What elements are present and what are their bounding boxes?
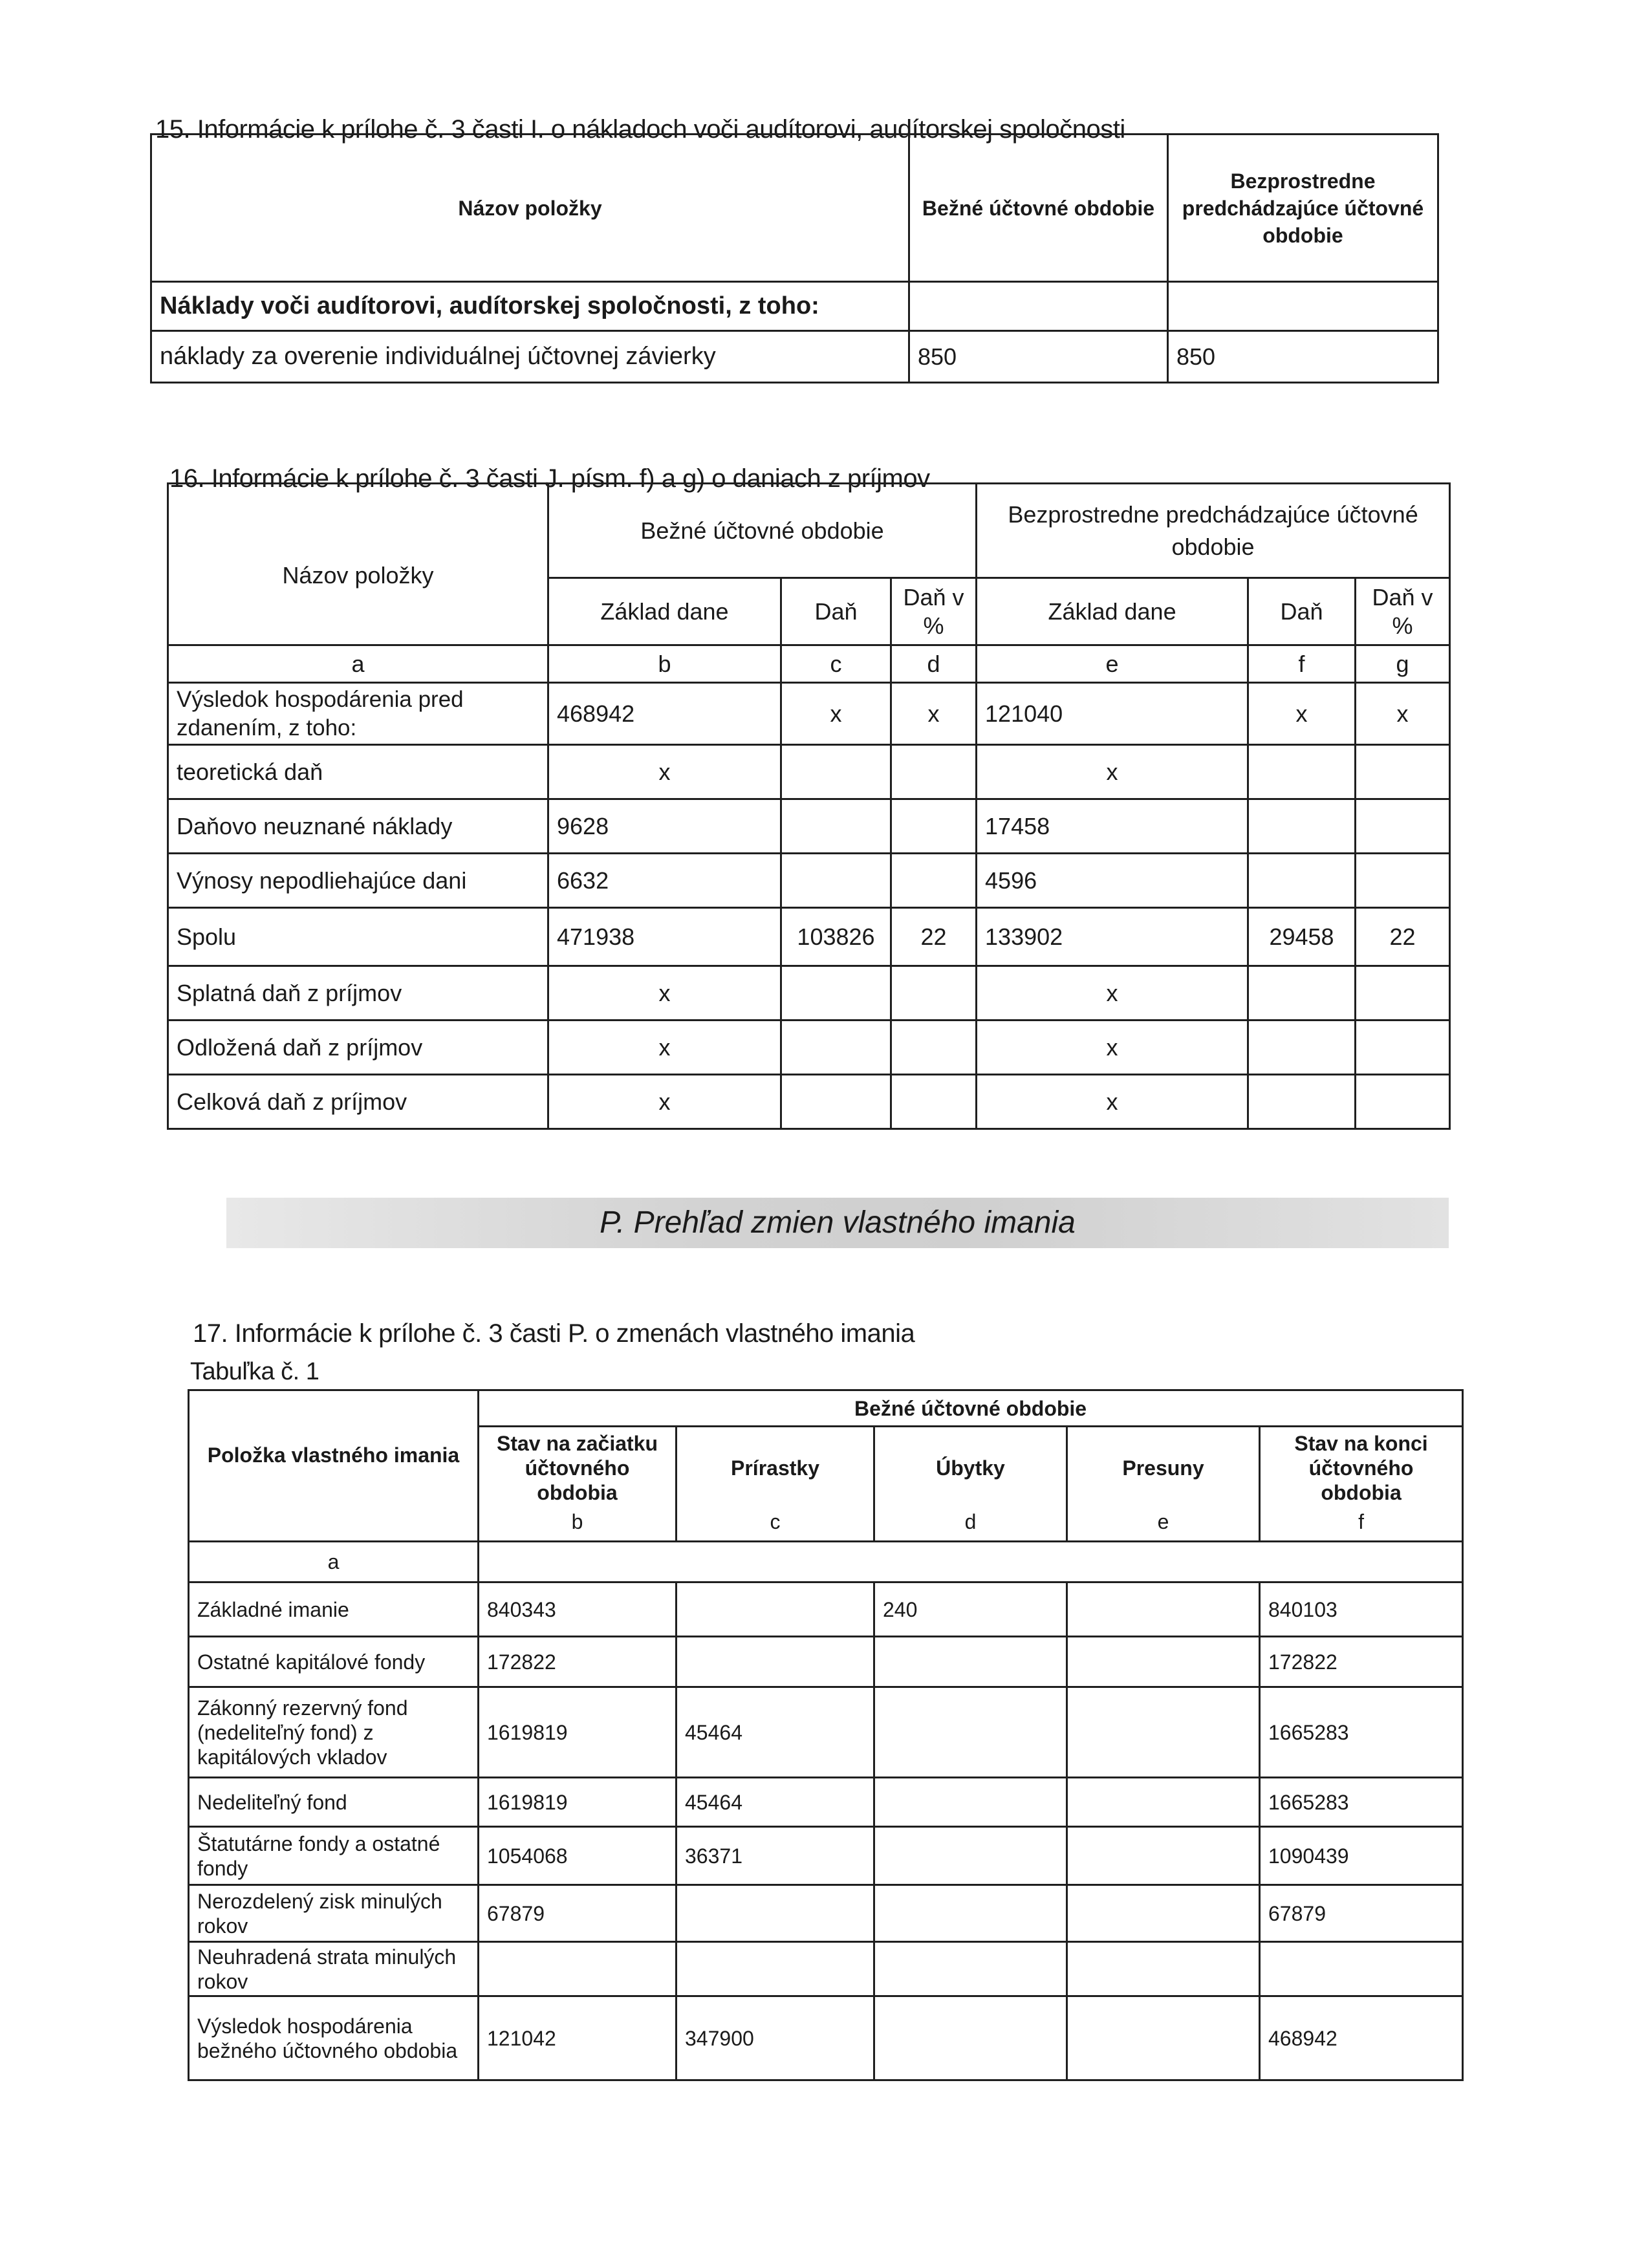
section-16-title: 16. Informácie k prílohe č. 3 časti J. písm. f) a g) o daniach z príjmov bbox=[169, 464, 930, 493]
col-header-base-prev: Základ dane bbox=[977, 578, 1248, 645]
cell-d bbox=[874, 1687, 1067, 1778]
letter: a bbox=[189, 1542, 479, 1582]
cell-f bbox=[1248, 745, 1356, 799]
table-row bbox=[168, 908, 1450, 966]
letters-spacer bbox=[479, 1542, 1463, 1582]
row-label: Spolu bbox=[168, 908, 548, 966]
row-label: Splatná daň z príjmov bbox=[168, 966, 548, 1021]
cell-f bbox=[1248, 854, 1356, 908]
cell-e bbox=[1067, 1687, 1260, 1778]
cell-b: x bbox=[548, 745, 781, 799]
col-header-start: Stav na začiatku účtovného obdobia bbox=[479, 1427, 677, 1509]
cell-e: 133902 bbox=[977, 908, 1248, 966]
letter: f bbox=[1260, 1509, 1463, 1542]
cell-d bbox=[891, 966, 977, 1021]
table-row bbox=[168, 1075, 1450, 1129]
cell-d bbox=[891, 799, 977, 854]
col-header-base: Základ dane bbox=[548, 578, 781, 645]
col-header-current: Bežné účtovné obdobie bbox=[548, 484, 977, 578]
cell-b: 468942 bbox=[548, 683, 781, 745]
section-15-title: 15. Informácie k prílohe č. 3 časti I. o nákladoch voči audítorovi, audítorskej spoločnosti bbox=[155, 115, 1125, 144]
table-row bbox=[189, 1778, 1463, 1827]
cell-f bbox=[1248, 966, 1356, 1021]
cell-b: 1054068 bbox=[479, 1827, 677, 1885]
section-p-heading: P. Prehľad zmien vlastného imania bbox=[600, 1205, 1076, 1240]
cell-c bbox=[781, 745, 891, 799]
cell-d: 22 bbox=[891, 908, 977, 966]
table-row bbox=[151, 282, 1438, 331]
cell-c: 36371 bbox=[677, 1827, 874, 1885]
cell-c bbox=[781, 1021, 891, 1075]
cell-f: 1090439 bbox=[1260, 1827, 1463, 1885]
col-header-previous: Bezprostredne predchádzajúce účtovné obdobie bbox=[977, 484, 1450, 578]
letter: d bbox=[874, 1509, 1067, 1542]
cell-b: 9628 bbox=[548, 799, 781, 854]
cell-g: x bbox=[1356, 683, 1450, 745]
cell-g bbox=[1356, 1021, 1450, 1075]
col-header-tax-prev: Daň bbox=[1248, 578, 1356, 645]
cell-e: x bbox=[977, 745, 1248, 799]
row-label: Celková daň z príjmov bbox=[168, 1075, 548, 1129]
table-row bbox=[189, 1996, 1463, 2080]
letter: b bbox=[479, 1509, 677, 1542]
cell-b: 67879 bbox=[479, 1885, 677, 1942]
table-row bbox=[189, 1687, 1463, 1778]
row-label: Nedeliteľný fond bbox=[189, 1778, 479, 1827]
cell-e: 4596 bbox=[977, 854, 1248, 908]
col-header-end: Stav na konci účtovného obdobia bbox=[1260, 1427, 1463, 1509]
letter: f bbox=[1248, 645, 1356, 683]
table-row bbox=[151, 331, 1438, 383]
cell-b: x bbox=[548, 1075, 781, 1129]
cell-f: 1665283 bbox=[1260, 1687, 1463, 1778]
table-row bbox=[168, 745, 1450, 799]
cell-d bbox=[891, 1021, 977, 1075]
row-label: Výsledok hospodárenia bežného účtovného obdobia bbox=[189, 1996, 479, 2080]
cell-d: 240 bbox=[874, 1582, 1067, 1637]
cell-b: 6632 bbox=[548, 854, 781, 908]
row-label: teoretická daň bbox=[168, 745, 548, 799]
cell-f: x bbox=[1248, 683, 1356, 745]
col-header-tax: Daň bbox=[781, 578, 891, 645]
cell-f bbox=[1248, 1021, 1356, 1075]
cell-f bbox=[1260, 1942, 1463, 1996]
cell-previous bbox=[1168, 282, 1438, 331]
letter: e bbox=[977, 645, 1248, 683]
table-row bbox=[168, 966, 1450, 1021]
cell-g bbox=[1356, 1075, 1450, 1129]
col-header-previous: Bezprostredne predchádzajúce účtovné obdobie bbox=[1168, 135, 1438, 282]
cell-c bbox=[677, 1637, 874, 1687]
table-row bbox=[189, 1637, 1463, 1687]
cell-b: 172822 bbox=[479, 1637, 677, 1687]
cell-g bbox=[1356, 799, 1450, 854]
col-header-tax-pct: Daň v % bbox=[891, 578, 977, 645]
cell-b bbox=[479, 1942, 677, 1996]
cell-f bbox=[1248, 799, 1356, 854]
cell-c bbox=[677, 1885, 874, 1942]
cell-b: 840343 bbox=[479, 1582, 677, 1637]
cell-c bbox=[781, 1075, 891, 1129]
cell-g: 22 bbox=[1356, 908, 1450, 966]
cell-previous: 850 bbox=[1168, 331, 1438, 383]
col-header-decreases: Úbytky bbox=[874, 1427, 1067, 1509]
col-header-transfers: Presuny bbox=[1067, 1427, 1260, 1509]
table-row bbox=[189, 1582, 1463, 1637]
cell-current bbox=[909, 282, 1168, 331]
cell-b: 1619819 bbox=[479, 1687, 677, 1778]
cell-c bbox=[677, 1942, 874, 1996]
section-17-title: 17. Informácie k prílohe č. 3 časti P. o zmenách vlastného imania bbox=[193, 1319, 915, 1348]
cell-e: x bbox=[977, 1021, 1248, 1075]
col-header-current: Bežné účtovné obdobie bbox=[909, 135, 1168, 282]
letter: a bbox=[168, 645, 548, 683]
cell-d bbox=[874, 1942, 1067, 1996]
table-row bbox=[189, 1885, 1463, 1942]
col-header-tax-pct-prev: Daň v % bbox=[1356, 578, 1450, 645]
cell-c: 103826 bbox=[781, 908, 891, 966]
col-header-name: Názov položky bbox=[168, 484, 548, 645]
row-label: Odložená daň z príjmov bbox=[168, 1021, 548, 1075]
row-label: Nerozdelený zisk minulých rokov bbox=[189, 1885, 479, 1942]
table-row bbox=[168, 854, 1450, 908]
row-label: Neuhradená strata minulých rokov bbox=[189, 1942, 479, 1996]
cell-e: 121040 bbox=[977, 683, 1248, 745]
cell-e bbox=[1067, 1778, 1260, 1827]
cell-b: 1619819 bbox=[479, 1778, 677, 1827]
cell-c: x bbox=[781, 683, 891, 745]
cell-e: x bbox=[977, 1075, 1248, 1129]
cell-d: x bbox=[891, 683, 977, 745]
cell-d bbox=[874, 1637, 1067, 1687]
cell-e bbox=[1067, 1827, 1260, 1885]
cell-b: x bbox=[548, 966, 781, 1021]
cell-c: 45464 bbox=[677, 1778, 874, 1827]
cell-e bbox=[1067, 1582, 1260, 1637]
cell-b: x bbox=[548, 1021, 781, 1075]
cell-g bbox=[1356, 854, 1450, 908]
row-label: Štatutárne fondy a ostatné fondy bbox=[189, 1827, 479, 1885]
cell-f: 67879 bbox=[1260, 1885, 1463, 1942]
cell-c bbox=[677, 1582, 874, 1637]
row-label: Ostatné kapitálové fondy bbox=[189, 1637, 479, 1687]
row-label: Výnosy nepodliehajúce dani bbox=[168, 854, 548, 908]
cell-b: 121042 bbox=[479, 1996, 677, 2080]
letter: g bbox=[1356, 645, 1450, 683]
cell-d bbox=[891, 854, 977, 908]
col-header-item: Položka vlastného imania bbox=[189, 1390, 479, 1542]
letter: c bbox=[677, 1509, 874, 1542]
cell-d bbox=[874, 1827, 1067, 1885]
income-tax-table bbox=[167, 482, 1451, 1130]
cell-f: 29458 bbox=[1248, 908, 1356, 966]
cell-f: 172822 bbox=[1260, 1637, 1463, 1687]
cell-c bbox=[781, 799, 891, 854]
cell-e bbox=[1067, 1885, 1260, 1942]
cell-current: 850 bbox=[909, 331, 1168, 383]
cell-c bbox=[781, 854, 891, 908]
row-label: Výsledok hospodárenia pred zdanením, z toho: bbox=[168, 683, 548, 745]
col-header-increases: Prírastky bbox=[677, 1427, 874, 1509]
cell-c: 347900 bbox=[677, 1996, 874, 2080]
cell-e bbox=[1067, 1637, 1260, 1687]
cell-e: 17458 bbox=[977, 799, 1248, 854]
table-row bbox=[168, 799, 1450, 854]
cell-d bbox=[891, 1075, 977, 1129]
letter: c bbox=[781, 645, 891, 683]
cell-d bbox=[891, 745, 977, 799]
cell-f: 468942 bbox=[1260, 1996, 1463, 2080]
row-label: Daňovo neuznané náklady bbox=[168, 799, 548, 854]
row-label: náklady za overenie individuálnej účtovnej závierky bbox=[151, 331, 909, 383]
cell-e: x bbox=[977, 966, 1248, 1021]
letter: d bbox=[891, 645, 977, 683]
letters-row bbox=[168, 645, 1450, 683]
cell-c bbox=[781, 966, 891, 1021]
table-row bbox=[168, 683, 1450, 745]
row-label: Zákonný rezervný fond (nedeliteľný fond) z kapitálových vkladov bbox=[189, 1687, 479, 1778]
cell-e bbox=[1067, 1996, 1260, 2080]
table-row bbox=[189, 1827, 1463, 1885]
cell-f: 840103 bbox=[1260, 1582, 1463, 1637]
cell-d bbox=[874, 1885, 1067, 1942]
cell-e bbox=[1067, 1942, 1260, 1996]
table-row bbox=[168, 1021, 1450, 1075]
section-17-subtitle: Tabuľka č. 1 bbox=[190, 1358, 319, 1385]
table-row bbox=[189, 1942, 1463, 1996]
equity-changes-table bbox=[188, 1389, 1464, 2081]
col-header-name: Názov položky bbox=[151, 135, 909, 282]
row-label: Náklady voči audítorovi, audítorskej spoločnosti, z toho: bbox=[151, 282, 909, 331]
row-label: Základné imanie bbox=[189, 1582, 479, 1637]
section-p-banner bbox=[226, 1198, 1449, 1248]
letter: e bbox=[1067, 1509, 1260, 1542]
cell-d bbox=[874, 1996, 1067, 2080]
auditor-costs-table bbox=[150, 133, 1439, 383]
cell-g bbox=[1356, 966, 1450, 1021]
cell-f bbox=[1248, 1075, 1356, 1129]
cell-b: 471938 bbox=[548, 908, 781, 966]
cell-d bbox=[874, 1778, 1067, 1827]
cell-g bbox=[1356, 745, 1450, 799]
col-header-period: Bežné účtovné obdobie bbox=[479, 1390, 1463, 1427]
cell-c: 45464 bbox=[677, 1687, 874, 1778]
cell-f: 1665283 bbox=[1260, 1778, 1463, 1827]
letter: b bbox=[548, 645, 781, 683]
